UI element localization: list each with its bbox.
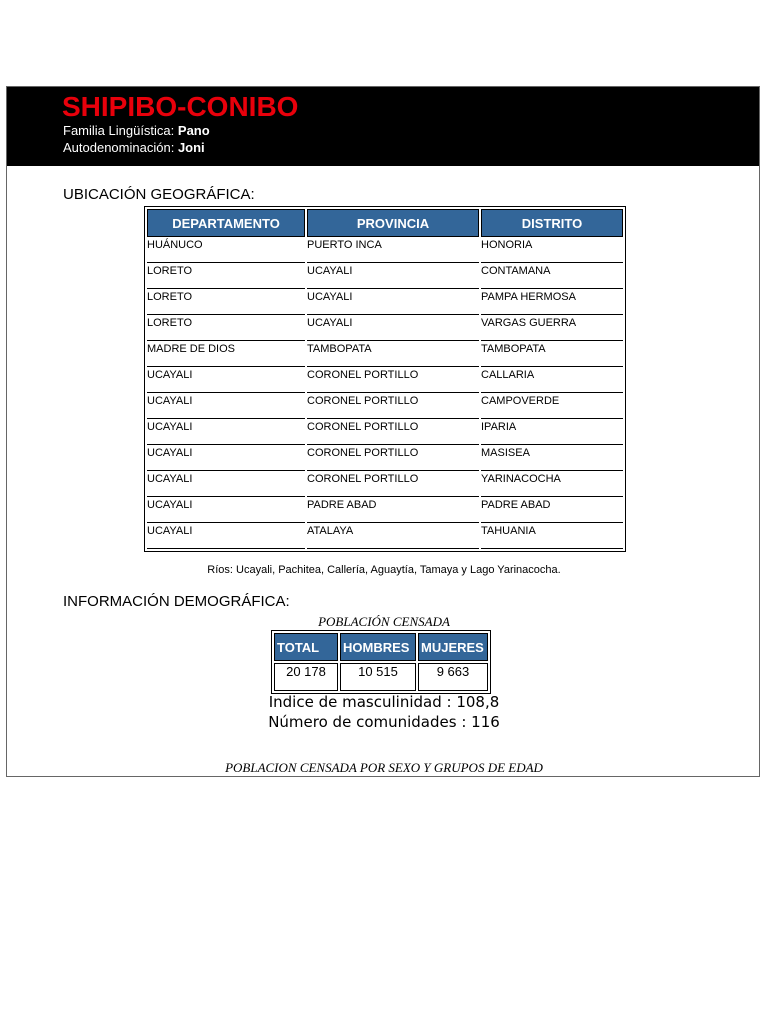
cell-provincia: CORONEL PORTILLO	[307, 447, 479, 471]
cell-distrito: CONTAMANA	[481, 265, 623, 289]
value-hombres: 10 515	[340, 663, 416, 691]
table-row	[147, 265, 623, 289]
poblacion-table	[271, 630, 491, 694]
cell-departamento: LORETO	[147, 317, 305, 341]
cell-provincia: TAMBOPATA	[307, 343, 479, 367]
geo-table-header	[147, 209, 623, 237]
cell-departamento: MADRE DE DIOS	[147, 343, 305, 367]
cell-provincia: CORONEL PORTILLO	[307, 369, 479, 393]
table-row	[147, 343, 623, 367]
cell-departamento: UCAYALI	[147, 499, 305, 523]
cell-distrito: VARGAS GUERRA	[481, 317, 623, 341]
cell-provincia: ATALAYA	[307, 525, 479, 549]
geo-table-body	[147, 239, 623, 549]
table-row	[147, 291, 623, 315]
col-provincia: PROVINCIA	[307, 209, 479, 237]
cell-provincia: CORONEL PORTILLO	[307, 473, 479, 497]
col-departamento: DEPARTAMENTO	[147, 209, 305, 237]
cell-distrito: CALLARIA	[481, 369, 623, 393]
cell-distrito: TAHUANIA	[481, 525, 623, 549]
cell-provincia: CORONEL PORTILLO	[307, 395, 479, 419]
col-total: TOTAL	[274, 633, 338, 661]
cell-departamento: UCAYALI	[147, 525, 305, 549]
col-distrito: DISTRITO	[481, 209, 623, 237]
table-row	[147, 421, 623, 445]
value-mujeres: 9 663	[418, 663, 488, 691]
cell-departamento: UCAYALI	[147, 473, 305, 497]
col-hombres: HOMBRES	[340, 633, 416, 661]
autodenominacion-label: Autodenominación:	[63, 140, 175, 155]
familia-label: Familia Lingüística:	[63, 123, 175, 138]
geo-section-title: UBICACIÓN GEOGRÁFICA:	[63, 186, 255, 203]
cell-distrito: IPARIA	[481, 421, 623, 445]
table-row	[147, 317, 623, 341]
cell-distrito: YARINACOCHA	[481, 473, 623, 497]
page-title: SHIPIBO-CONIBO	[62, 91, 299, 122]
cell-departamento: UCAYALI	[147, 447, 305, 471]
poblacion-title: POBLACIÓN CENSADA	[318, 614, 450, 629]
poblacion-row	[274, 663, 488, 691]
cell-provincia: UCAYALI	[307, 291, 479, 315]
table-row	[147, 473, 623, 497]
demo-section-title: INFORMACIÓN DEMOGRÁFICA:	[63, 593, 290, 610]
cell-distrito: CAMPOVERDE	[481, 395, 623, 419]
cell-provincia: PUERTO INCA	[307, 239, 479, 263]
familia-value: Pano	[177, 123, 210, 138]
table-row	[147, 369, 623, 393]
autodenominacion-value: Joni	[177, 140, 205, 155]
col-mujeres: MUJERES	[418, 633, 488, 661]
cell-distrito: PADRE ABAD	[481, 499, 623, 523]
rios-note: Ríos: Ucayali, Pachitea, Callería, Aguaytía, Tamaya y Lago Yarinacocha.	[207, 564, 561, 576]
table-row	[147, 395, 623, 419]
table-row	[147, 525, 623, 549]
cell-departamento: HUÁNUCO	[147, 239, 305, 263]
cell-distrito: TAMBOPATA	[481, 343, 623, 367]
indice-masculinidad: Indice de masculinidad : 108,8	[268, 693, 500, 711]
numero-comunidades: Número de comunidades : 116	[268, 713, 500, 731]
cell-departamento: UCAYALI	[147, 395, 305, 419]
cell-departamento: LORETO	[147, 265, 305, 289]
table-row	[147, 499, 623, 523]
cell-distrito: MASISEA	[481, 447, 623, 471]
table-row	[147, 239, 623, 263]
autodenominacion	[63, 140, 205, 155]
value-total: 20 178	[274, 663, 338, 691]
document-frame	[6, 86, 760, 777]
cell-provincia: UCAYALI	[307, 317, 479, 341]
table-row	[147, 447, 623, 471]
cell-departamento: UCAYALI	[147, 369, 305, 393]
cell-provincia: CORONEL PORTILLO	[307, 421, 479, 445]
familia-linguistica	[63, 123, 210, 138]
cell-departamento: UCAYALI	[147, 421, 305, 445]
cell-departamento: LORETO	[147, 291, 305, 315]
cell-distrito: HONORIA	[481, 239, 623, 263]
cell-distrito: PAMPA HERMOSA	[481, 291, 623, 315]
poblacion-header	[274, 633, 488, 661]
grupos-edad-title: POBLACION CENSADA POR SEXO Y GRUPOS DE EDAD	[225, 760, 543, 775]
geo-table	[144, 206, 626, 552]
cell-provincia: PADRE ABAD	[307, 499, 479, 523]
cell-provincia: UCAYALI	[307, 265, 479, 289]
header-banner	[7, 87, 759, 166]
